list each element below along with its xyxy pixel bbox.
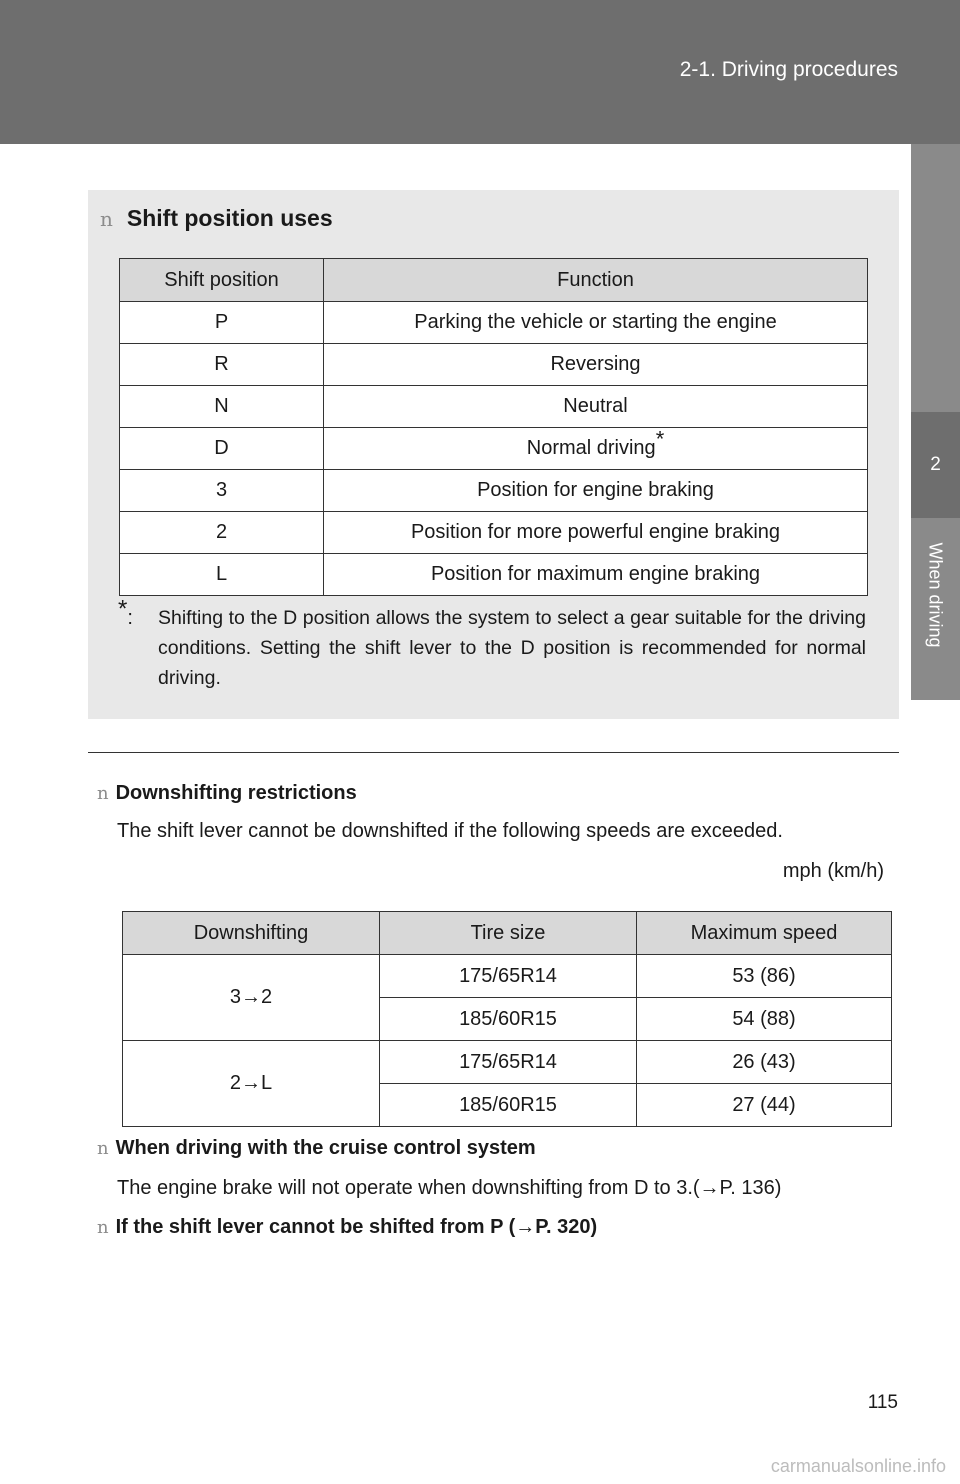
table-row [120, 512, 868, 554]
bullet-icon: n [100, 207, 113, 231]
downshifting-text: The shift lever cannot be downshifted if the following speeds are exceeded. [117, 820, 783, 842]
table-row [120, 554, 868, 596]
shift-position-cell: P [120, 302, 324, 344]
section-title: 2-1. Driving procedures [679, 58, 898, 81]
table-row [120, 386, 868, 428]
table-row [120, 470, 868, 512]
table-row [120, 302, 868, 344]
page-number: 115 [867, 1392, 898, 1413]
max-speed-cell: 27 (44) [637, 1084, 892, 1127]
shift-position-cell: 3 [120, 470, 324, 512]
table-header-row [120, 259, 868, 302]
function-text: Position for engine braking [477, 479, 714, 501]
table-row [120, 344, 868, 386]
function-cell [324, 344, 868, 386]
cruise-control-text: The engine brake will not operate when downshifting from D to 3.(→P. 136) [117, 1177, 782, 1199]
table-row [123, 1041, 892, 1084]
cruise-control-title [97, 1137, 536, 1160]
shift-position-cell: 2 [120, 512, 324, 554]
max-speed-cell: 54 (88) [637, 998, 892, 1041]
footnote-mark: *: [118, 595, 133, 629]
shift-position-table [119, 258, 868, 596]
column-header: Shift position [120, 259, 324, 302]
downshift-cell: 2→L [123, 1041, 380, 1127]
chapter-label: When driving [925, 542, 946, 648]
column-header: Maximum speed [637, 912, 892, 955]
downshift-cell: 3→2 [123, 955, 380, 1041]
function-cell [324, 428, 868, 470]
function-text: Position for more powerful engine braking [410, 521, 781, 543]
shift-from-p-title [97, 1216, 597, 1239]
max-speed-cell: 26 (43) [637, 1041, 892, 1084]
function-text: Normal driving [526, 437, 656, 459]
function-cell [324, 470, 868, 512]
function-cell [324, 302, 868, 344]
tire-size-cell: 175/65R14 [380, 955, 637, 998]
cruise-control-title-text: When driving with the cruise control system [115, 1137, 536, 1159]
shift-position-cell: D [120, 428, 324, 470]
section-divider [88, 752, 899, 753]
footnote [118, 595, 866, 693]
function-text: Reversing [550, 353, 641, 375]
shift-position-cell: R [120, 344, 324, 386]
shift-position-cell: N [120, 386, 324, 428]
downshift-speed-table [122, 911, 892, 1127]
max-speed-cell: 53 (86) [637, 955, 892, 998]
table-row [120, 428, 868, 470]
downshifting-title [97, 782, 357, 805]
bullet-icon: n [97, 1138, 109, 1159]
shift-position-title-text: Shift position uses [126, 205, 333, 231]
tire-size-cell: 185/60R15 [380, 998, 637, 1041]
table-row [123, 955, 892, 998]
downshifting-title-text: Downshifting restrictions [115, 782, 357, 804]
tire-size-cell: 175/65R14 [380, 1041, 637, 1084]
column-header: Tire size [380, 912, 637, 955]
downshift-rows [123, 955, 892, 1127]
function-cell [324, 386, 868, 428]
shift-position-rows [120, 302, 868, 596]
column-header: Downshifting [123, 912, 380, 955]
note-mark: * [655, 426, 665, 452]
bullet-icon: n [97, 783, 109, 804]
shift-from-p-title-text: If the shift lever cannot be shifted from P (→P. 320) [115, 1216, 598, 1238]
chapter-number-tab: 2 [911, 412, 960, 518]
watermark: carmanualsonline.info [770, 1456, 946, 1476]
footnote-text: Shifting to the D position allows the system to select a gear suitable for the driving conditions. Setting the shift lever to the D position is recommended for normal driving. [158, 607, 866, 689]
shift-position-title [100, 205, 333, 232]
tire-size-cell: 185/60R15 [380, 1084, 637, 1127]
function-cell [324, 512, 868, 554]
function-text: Neutral [563, 395, 628, 417]
column-header: Function [324, 259, 868, 302]
shift-position-cell: L [120, 554, 324, 596]
function-text: Parking the vehicle or starting the engine [414, 311, 777, 333]
bullet-icon: n [97, 1217, 109, 1238]
function-cell [324, 554, 868, 596]
side-tab-upper [911, 144, 960, 412]
header-band [0, 0, 960, 144]
speed-unit: mph (km/h) [782, 860, 884, 882]
function-text: Position for maximum engine braking [430, 563, 761, 585]
table-header-row [123, 912, 892, 955]
